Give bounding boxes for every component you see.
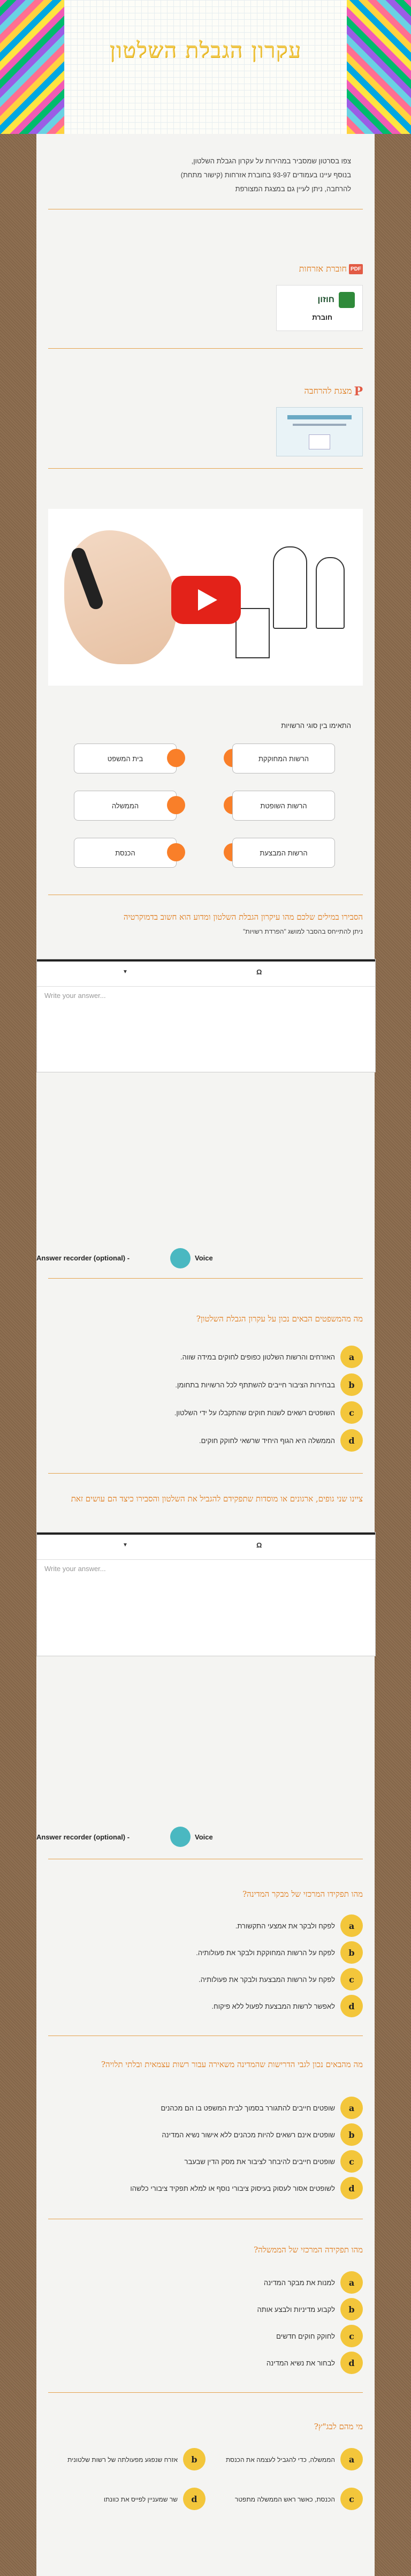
thumbnail-line bbox=[293, 424, 346, 426]
answer-option[interactable] bbox=[48, 2150, 363, 2173]
booklet-link[interactable]: חוברת אזרחות bbox=[299, 264, 347, 274]
header-banner bbox=[0, 0, 411, 134]
match-connector-dot[interactable] bbox=[167, 843, 185, 861]
question-3 bbox=[48, 1492, 363, 1505]
option-letter: d bbox=[340, 2177, 363, 2199]
intro-line: להרחבה, ניתן לעיין גם במצגת המצורפת bbox=[235, 185, 351, 193]
option-text: שר שמעניין לפייס את כוונתו bbox=[103, 2496, 178, 2503]
intro-line: צפו בסרטון שמסביר במהירות על עקרון הגבלת השלטון, bbox=[191, 157, 351, 165]
page-title: עקרון הגבלת השלטון bbox=[109, 38, 302, 63]
answer-option[interactable] bbox=[48, 2298, 363, 2320]
editor-toolbar bbox=[37, 1533, 375, 1560]
decorative-stripes-left bbox=[0, 0, 64, 134]
microphone-icon[interactable] bbox=[170, 1827, 191, 1847]
chevron-down-icon[interactable]: ▼ bbox=[123, 969, 128, 975]
option-letter: b bbox=[340, 2123, 363, 2146]
answer-option[interactable] bbox=[48, 1373, 363, 1396]
question-title: מי מהם לבג"ץ? bbox=[314, 2422, 363, 2431]
answer-option[interactable] bbox=[48, 1401, 363, 1424]
option-letter: c bbox=[340, 2150, 363, 2173]
question-title: מה מהמשפטים הבאים נכון על עקרון הגבלת השלטון? bbox=[196, 1314, 363, 1324]
option-letter: d bbox=[340, 2352, 363, 2374]
answer-option[interactable] bbox=[206, 2484, 363, 2514]
pdf-icon: PDF bbox=[349, 264, 363, 274]
option-text: לקבוע מדיניות ולבצע אותה bbox=[257, 2305, 335, 2314]
option-text: לפקח על הרשות המחוקקת ולבקר את פעולותיה. bbox=[196, 1948, 335, 1957]
option-letter: a bbox=[340, 2448, 363, 2470]
booklet-heading[interactable] bbox=[48, 264, 363, 274]
match-item-left[interactable]: בית המשפט bbox=[74, 743, 177, 773]
answer-recorder-label: Answer recorder (optional) - bbox=[36, 1254, 130, 1262]
option-text: לשופטים אסור לעסוק בעיסוק ציבורי נוסף או למלא תפקיד ציבורי כלשהו bbox=[130, 2184, 335, 2192]
answer-option[interactable] bbox=[48, 1914, 363, 1937]
divider bbox=[48, 2392, 363, 2393]
answer-placeholder: Write your answer... bbox=[44, 992, 106, 1000]
match-connector-dot[interactable] bbox=[167, 796, 185, 814]
answer-option[interactable] bbox=[48, 1346, 363, 1368]
intro-line: בנוסף עיינו בעמודים 93-97 בחוברת אזרחות (קישור מתחת) bbox=[180, 171, 351, 179]
match-item-right[interactable]: הרשות המבצעת bbox=[232, 838, 335, 868]
question-5 bbox=[48, 2058, 363, 2071]
logo-mark-icon bbox=[339, 292, 355, 308]
presentation-link[interactable]: מצגת להרחבה bbox=[304, 386, 352, 396]
option-text: אזרח שנפגע מפעולתה של רשות שלטונית bbox=[67, 2456, 178, 2464]
decorative-stripes-right bbox=[347, 0, 411, 134]
option-letter: b bbox=[183, 2448, 206, 2470]
voice-label: Voice bbox=[195, 1254, 213, 1262]
answer-option[interactable] bbox=[206, 2445, 363, 2475]
option-text: שופטים אינם רשאים להיות מכהנים ללא אישור נשיא המדינה bbox=[162, 2130, 335, 2139]
option-letter: a bbox=[340, 2097, 363, 2119]
option-text: האזרחים והרשות השלטון כפופים לחוקים במידה שווה. bbox=[180, 1353, 335, 1361]
figure-illustration bbox=[316, 557, 345, 629]
match-item-right[interactable]: הרשות המחוקקת bbox=[232, 743, 335, 773]
worksheet-content bbox=[36, 134, 375, 2576]
question-1 bbox=[48, 911, 363, 935]
answer-placeholder: Write your answer... bbox=[44, 1565, 106, 1573]
option-letter: c bbox=[340, 1968, 363, 1991]
option-text: לאפשר לרשות המבצעת לפעול ללא פיקוח. bbox=[211, 2002, 335, 2010]
option-letter: b bbox=[340, 2298, 363, 2320]
answer-editor[interactable] bbox=[36, 1532, 376, 1656]
answer-option[interactable] bbox=[48, 1995, 363, 2017]
logo-caption: חוברת bbox=[312, 313, 332, 321]
answer-option[interactable] bbox=[48, 2352, 363, 2374]
chevron-down-icon[interactable]: ▼ bbox=[123, 1542, 128, 1548]
question-2 bbox=[48, 1312, 363, 1325]
format-icon[interactable]: Ω bbox=[256, 1541, 262, 1549]
question-title: מהו תפקידה המרכזי של הממשלה? bbox=[254, 2245, 363, 2255]
presentation-icon: P bbox=[354, 385, 363, 399]
answer-option[interactable] bbox=[48, 1429, 363, 1452]
question-hint: ניתן להתייחס בהסבר למושג "הפרדת רשויות" bbox=[243, 928, 363, 935]
thumbnail-bar bbox=[287, 415, 352, 419]
option-text: לבחור את נשיא המדינה bbox=[266, 2359, 335, 2367]
voice-label: Voice bbox=[195, 1833, 213, 1841]
intro-text bbox=[51, 154, 351, 196]
divider bbox=[48, 468, 363, 469]
answer-editor[interactable] bbox=[36, 959, 376, 1072]
answer-option[interactable] bbox=[48, 2325, 363, 2347]
logo-text: חוזון bbox=[317, 295, 334, 304]
question-4 bbox=[48, 1888, 363, 1901]
match-item-left[interactable]: הכנסת bbox=[74, 838, 177, 868]
option-text: בבחירות הציבור חייבים להשתתף לכל הרשויות בתחומן. bbox=[175, 1380, 335, 1389]
play-button-icon[interactable] bbox=[171, 576, 241, 624]
option-letter: c bbox=[340, 2325, 363, 2347]
option-letter: b bbox=[340, 1941, 363, 1964]
thumbnail-box bbox=[309, 434, 330, 449]
answer-option[interactable] bbox=[48, 1968, 363, 1991]
option-letter: d bbox=[183, 2488, 206, 2510]
presentation-thumbnail[interactable] bbox=[276, 407, 363, 456]
booklet-logo[interactable] bbox=[276, 285, 363, 331]
option-text: הכנסת, כאשר ראש הממשלה מתפטר bbox=[234, 2496, 335, 2503]
question-title: מה מהבאים נכון לגבי הדרישות שהמדינה משאירה עבור רשות עצמאית ובלתי תלויה? bbox=[101, 2060, 363, 2069]
answer-option[interactable] bbox=[48, 1941, 363, 1964]
option-letter: a bbox=[340, 2271, 363, 2294]
option-letter: c bbox=[340, 2488, 363, 2510]
option-text: הממשלה היא הגוף היחיד שרשאי לחוקק חוקים. bbox=[199, 1436, 335, 1445]
question-title: ציינו שני גופים, ארגונים או מוסדות שתפקידם להגביל את השלטון והסבירו כיצד הם עושים זאת bbox=[71, 1494, 363, 1504]
option-text: השופטים רשאים לשנות חוקים שהתקבלו על ידי השלטון. bbox=[174, 1408, 335, 1417]
answer-option[interactable] bbox=[48, 2445, 206, 2475]
match-item-right[interactable]: הרשות השופטת bbox=[232, 791, 335, 821]
answer-option[interactable] bbox=[48, 2484, 206, 2514]
answer-option[interactable] bbox=[48, 2123, 363, 2146]
divider bbox=[48, 348, 363, 349]
match-title: התאימו בין סוגי הרשויות bbox=[281, 722, 351, 730]
podium-illustration bbox=[235, 608, 270, 658]
match-instruction bbox=[51, 721, 351, 731]
option-letter: a bbox=[340, 1346, 363, 1368]
question-title: מהו תפקידו המרכזי של מבקר המדינה? bbox=[242, 1889, 363, 1899]
question-6 bbox=[48, 2243, 363, 2256]
option-text: למנות את מבקר המדינה bbox=[263, 2278, 335, 2287]
format-icon[interactable]: Ω bbox=[256, 968, 262, 976]
answer-option[interactable] bbox=[48, 2271, 363, 2294]
divider bbox=[48, 1473, 363, 1474]
question-title: הסבירו במילים שלכם מהו עיקרון הגבלת השלטון ומדוע הוא חשוב בדמוקרטיה bbox=[123, 912, 363, 922]
option-text: שופטים חייבים להיבחר לציבור את מסק הדין שבעבר bbox=[184, 2157, 335, 2166]
option-text: לחוקק חוקים חדשים bbox=[276, 2332, 335, 2340]
answer-recorder-label: Answer recorder (optional) - bbox=[36, 1833, 130, 1841]
option-text: לפקח ולבקר את אמצעי התקשורת. bbox=[235, 1921, 335, 1930]
match-connector-dot[interactable] bbox=[167, 749, 185, 767]
option-text: הממשלה, כדי להגביל לעצמה את הכנסת bbox=[225, 2456, 335, 2464]
option-letter: c bbox=[340, 1401, 363, 1424]
microphone-icon[interactable] bbox=[170, 1248, 191, 1268]
editor-toolbar bbox=[37, 959, 375, 987]
figure-illustration bbox=[273, 546, 307, 629]
option-text: לפקח על הרשות המבצעת ולבקר את פעולותיה. bbox=[199, 1975, 335, 1984]
question-7 bbox=[48, 2420, 363, 2433]
presentation-heading[interactable] bbox=[48, 385, 363, 399]
option-letter: b bbox=[340, 1373, 363, 1396]
divider bbox=[48, 1278, 363, 1279]
match-item-left[interactable]: הממשלה bbox=[74, 791, 177, 821]
option-letter: a bbox=[340, 1914, 363, 1937]
video-player[interactable] bbox=[48, 509, 363, 686]
answer-option[interactable] bbox=[48, 2097, 363, 2119]
answer-option[interactable] bbox=[48, 2177, 363, 2199]
option-letter: d bbox=[340, 1429, 363, 1452]
option-text: שופטים חייבים להתגורר בסמוך לבית המשפט בו הם מכהנים bbox=[161, 2104, 335, 2112]
option-letter: d bbox=[340, 1995, 363, 2017]
